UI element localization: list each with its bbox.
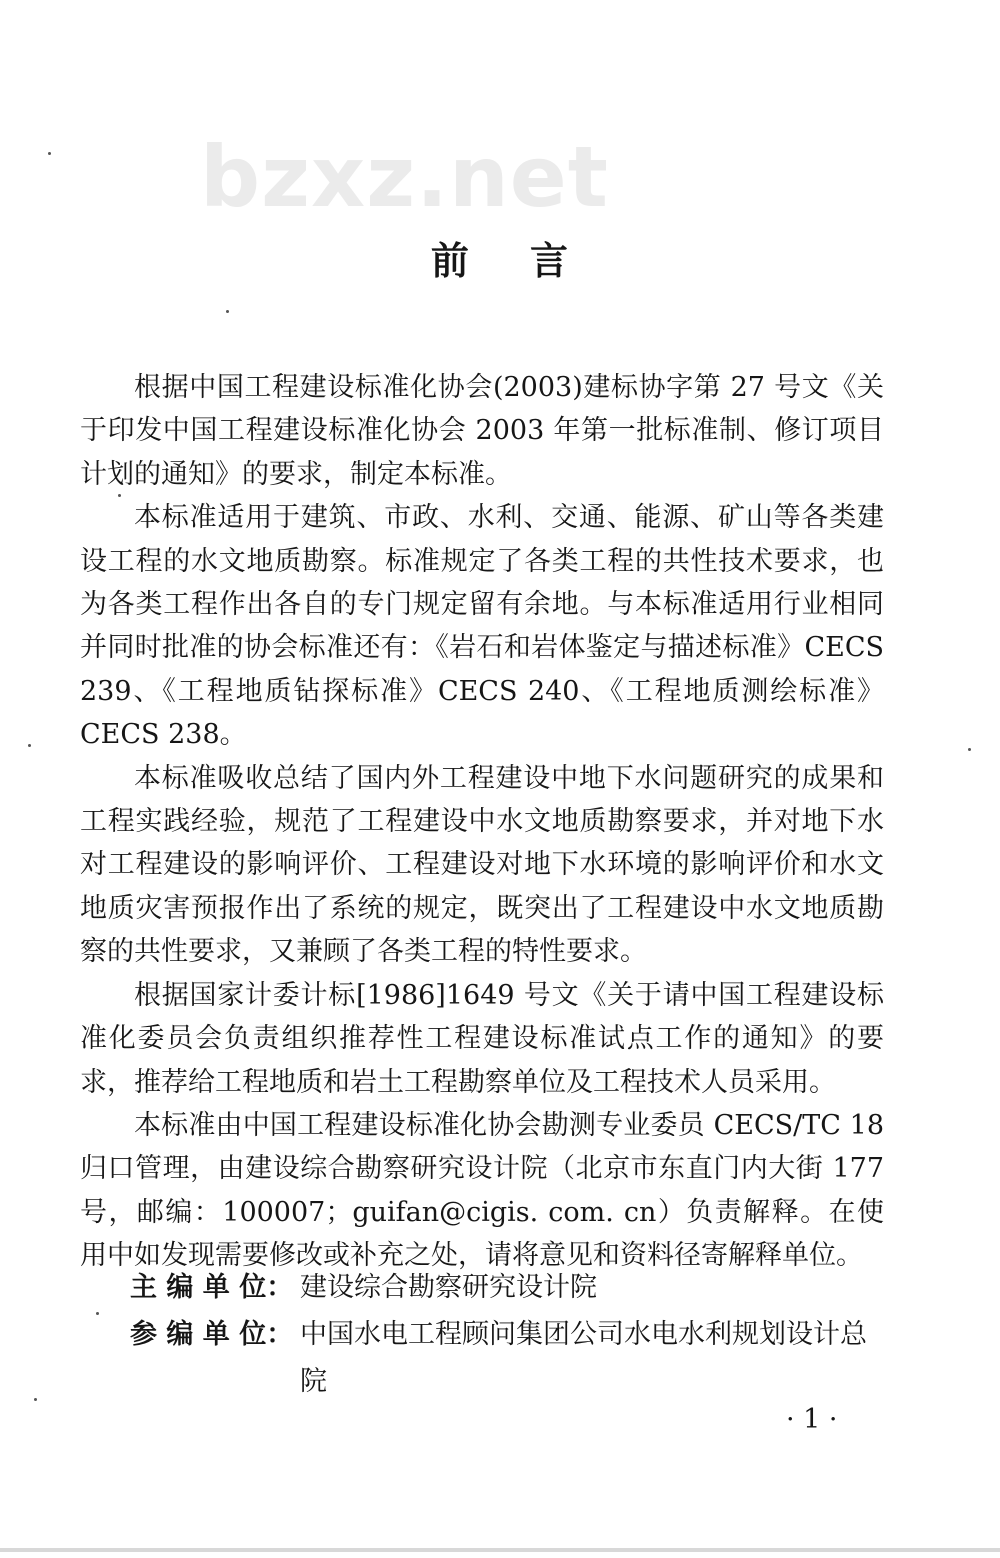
paragraph-2: 本标准适用于建筑、市政、水利、交通、能源、矿山等各类建设工程的水文地质勘察。标准规定了各类工程的共性技术要求，也为各类工程作出各自的专门规定留有余地。与本标准适用行业相同并同时批准的协会标准还有：《岩石和岩体鉴定与描述标准》CECS 239、《工程地质钻探标准》CECS 240、《工程地质测绘标准》CECS 238。 [80,502,884,751]
scan-edge [0,1548,1000,1552]
unit-value: 中国水电工程顾问集团公司水电水利规划设计总院 [300,1319,867,1397]
scan-speck [226,310,229,313]
paragraph-3: 本标准吸收总结了国内外工程建设中地下水问题研究的成果和工程实践经验，规范了工程建设中水文地质勘察要求，并对地下水对工程建设的影响评价、工程建设对地下水环境的影响评价和水文地质灾害预报作出了系统的规定，既突出了工程建设中水文地质勘察的共性要求，又兼顾了各类工程的特性要求。 [80,762,884,968]
scan-speck [34,1398,37,1401]
page-title [0,230,1000,285]
chief-editor-unit [130,1264,890,1311]
unit-label: 主 编 单 位： [130,1272,294,1303]
paragraph-1: 根据中国工程建设标准化协会(2003)建标协字第 27 号文《关于印发中国工程建设标准化协会 2003 年第一批标准制、修订项目计划的通知》的要求，制定本标准。 [80,372,884,490]
unit-value: 建设综合勘察研究设计院 [300,1272,597,1303]
scan-speck [28,744,31,747]
scan-speck [118,494,121,497]
watermark: bzxz.net [200,128,609,226]
title-char-1: 前 [430,238,470,283]
scan-speck [96,1312,99,1315]
preface-body [80,366,884,1278]
editing-units [130,1264,890,1405]
paragraph-4: 根据国家计委计标[1986]1649 号文《关于请中国工程建设标准化委员会负责组织推荐性工程建设标准试点工作的通知》的要求，推荐给工程地质和岩土工程勘察单位及工程技术人员采用。 [80,979,884,1098]
paragraph-5: 本标准由中国工程建设标准化协会勘测专业委员 CECS/TC 18 归口管理，由建设综合勘察研究设计院（北京市东直门内大街 177 号，邮编：100007；guifan@cigis. com. cn）负责解释。在使用中如发现需要修改或补充之处，请将意见和资料径寄解释单位。 [80,1109,884,1272]
page-number: · 1 · [786,1404,838,1435]
title-char-2: 言 [530,238,570,283]
scan-speck [968,748,971,751]
unit-label: 参 编 单 位： [130,1319,294,1350]
participating-unit [130,1311,890,1405]
scan-speck [48,152,51,155]
